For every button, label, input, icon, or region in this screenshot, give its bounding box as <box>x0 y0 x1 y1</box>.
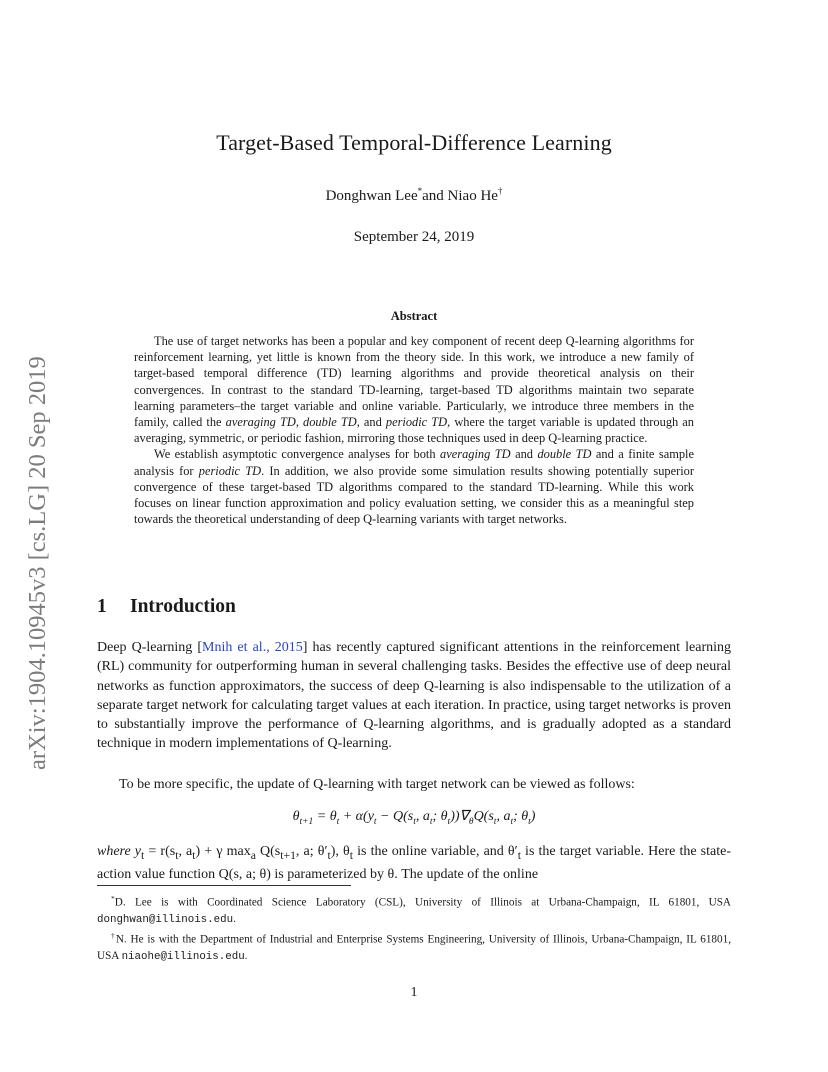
arxiv-side-stamp <box>18 290 58 770</box>
update-equation: $\theta_{t+1} = \theta_t + \alpha(y_t - Q(s_t$, $a_t$; $\theta_t))\nabla_\theta Q(s_t$, $a_t$; $\theta_t$) <box>292 809 536 827</box>
email-address[interactable]: niaohe@illinois.edu <box>121 950 245 963</box>
abstract-paragraph: The use of target networks has been a popular and key component of recent deep Q-learning algorithms for reinforcement learning, yet little is known from the theory side. In this work, we introduce a new family of target-based temporal difference (TD) learning algorithms and provide theoretical analysis on their convergences. In contrast to the standard TD-learning, target-based TD algorithms maintain two separate learning parameters–the target variable and online variable. Particularly, we introduce three members in the family, called the averaging TD, double TD, and periodic TD, where the target variable is updated through an averaging, symmetric, or periodic fashion, mirroring those techniques used in deep Q-learning practice. <box>134 334 694 446</box>
paper-title: Target-Based Temporal-Difference Learning <box>216 130 612 155</box>
abstract-heading: Abstract <box>390 309 438 323</box>
body-paragraph: To be more specific, the update of Q-learning with target network can be viewed as follows: <box>119 777 635 792</box>
section-heading <box>97 596 236 618</box>
footnote-mark: † <box>497 186 503 196</box>
abstract-body <box>134 333 694 527</box>
section-title: Introduction <box>130 596 236 617</box>
email-address[interactable]: donghwan@illinois.edu <box>97 913 234 926</box>
abstract-paragraph: We establish asymptotic convergence analyses for both averaging TD and double TD and a finite sample analysis for periodic TD. In addition, we also provide some simulation results showing potentially superior convergence of these target-based TD algorithms compared to the standard TD-learning. While this work focuses on linear function approximation and policy evaluation setting, we consider this as a meaningful step towards the theoretical understanding of deep Q-learning variants with target networks. <box>134 447 695 527</box>
footnote: †N. He is with the Department of Industrial and Enterprise Systems Engineering, University of Illinois, Urbana-Champaign, IL 61801, USA niaohe@illinois.edu. <box>97 931 732 963</box>
citation-link[interactable]: Mnih et al., 2015 <box>202 640 303 655</box>
author-line <box>0 186 828 205</box>
arxiv-identifier: arXiv:1904.10945v3 [cs.LG] 20 Sep 2019 <box>24 356 51 770</box>
author-name: and Niao He <box>422 188 498 204</box>
footnote-divider <box>97 885 351 886</box>
section-number: 1 <box>97 596 107 617</box>
author-name: Donghwan Lee <box>325 188 418 204</box>
paper-date: September 24, 2019 <box>353 229 475 245</box>
body-paragraph: where $y_t = r(s_t$, $a_t) + \gamma$ $\max_a Q(s_{t+1}$, a; $\theta'_t$), $\theta_t$ is the online variable, and $\theta'_t$ is the target variable. Here the state-action value function Q(s, a; θ) is parameterized by θ. The update of the online <box>97 844 732 883</box>
footnotes <box>97 891 731 966</box>
page-number: 1 <box>410 985 418 1000</box>
footnote-mark: * <box>417 186 423 196</box>
body-paragraph: Deep Q-learning [Mnih et al., 2015] has recently captured significant attentions in the reinforcement learning (RL) community for outperforming human in several challenging tasks. Besides the effective use of deep neural networks as function approximators, the success of deep Q-learning is also indispensable to the utilization of a separate target network for calculating target values at each iteration. In practice, using target networks is proven to substantially improve the performance of Q-learning algorithms, and is gradually adopted as a standard technique in modern implementations of Q-learning. <box>97 640 731 752</box>
footnote: *D. Lee is with Coordinated Science Laboratory (CSL), University of Illinois at Urbana-Champaign, IL 61801, USA donghwan@illinois.edu. <box>97 894 731 926</box>
